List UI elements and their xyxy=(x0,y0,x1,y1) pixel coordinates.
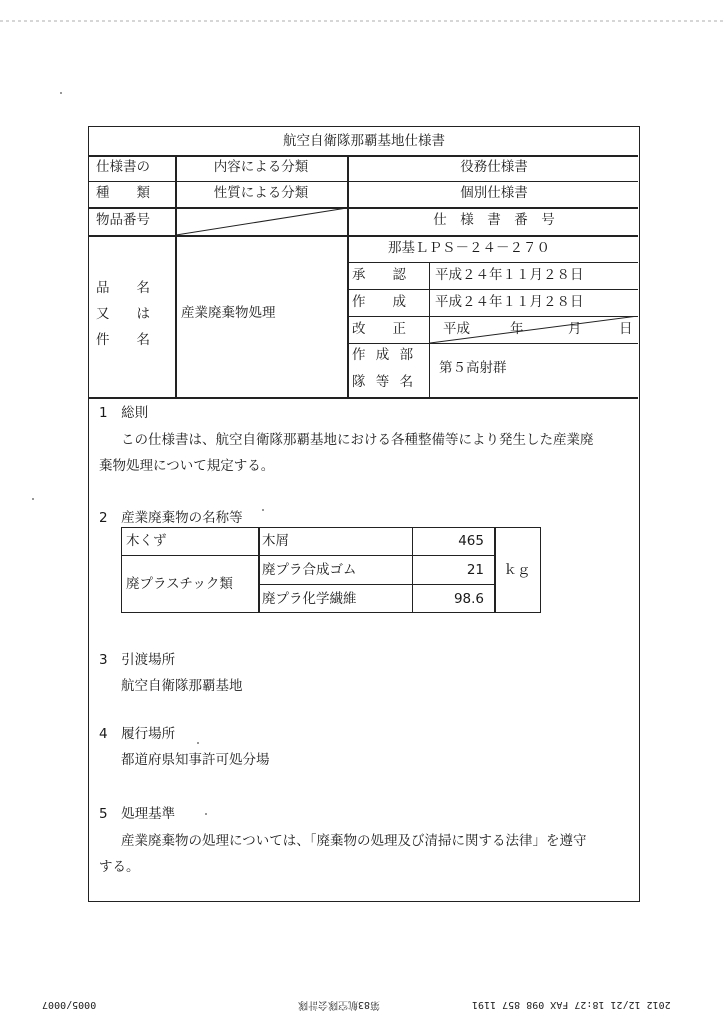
rule xyxy=(89,207,638,209)
rule xyxy=(258,584,494,585)
dept-label: 作 成 部 xyxy=(352,347,417,363)
waste-item: 廃プラ化学繊維 xyxy=(262,591,357,607)
section-2-title: 2 産業廃棄物の名称等 xyxy=(99,510,243,526)
rule xyxy=(89,155,638,157)
waste-category: 木くず xyxy=(126,533,167,549)
scan-speck xyxy=(262,509,264,511)
waste-amount: 98.6 xyxy=(453,591,484,607)
waste-unit: ｋｇ xyxy=(503,562,531,578)
section-4-body: 都道府県知事許可処分場 xyxy=(121,752,270,768)
waste-amount: 465 xyxy=(458,533,484,549)
rule xyxy=(347,262,638,263)
waste-amount: 21 xyxy=(466,562,484,578)
revised-date: 年 xyxy=(510,321,524,337)
spec-number-label: 仕 様 書 番 号 xyxy=(433,212,555,228)
dept-label: 隊 等 名 xyxy=(352,374,417,390)
item-number-label: 物品番号 xyxy=(96,212,150,228)
revised-date: 日 xyxy=(619,321,633,337)
content-class-label: 内容による分類 xyxy=(213,159,309,175)
section-5-body: する。 xyxy=(99,859,140,875)
scan-speck xyxy=(197,742,199,744)
waste-item: 木屑 xyxy=(262,533,289,549)
rule xyxy=(89,397,638,399)
created-date: 平成２４年１１月２８日 xyxy=(435,294,584,310)
section-3-body: 航空自衛隊那覇基地 xyxy=(121,678,243,694)
spec-type-label: 仕様書の xyxy=(96,159,150,175)
nature-class-value: 個別仕様書 xyxy=(460,185,528,201)
approval-date: 平成２４年１１月２８日 xyxy=(435,267,584,283)
rule xyxy=(89,235,638,237)
item-name-label: 件 名 xyxy=(96,332,150,348)
section-1-body: この仕様書は、航空自衛隊那覇基地における各種整備等により発生した産業廃 xyxy=(121,432,594,448)
item-name-value: 産業廃棄物処理 xyxy=(181,305,276,321)
content-class-value: 役務仕様書 xyxy=(460,159,528,175)
section-1-title: 1 総則 xyxy=(99,405,149,421)
scan-edge xyxy=(0,20,724,22)
fax-header: 2012 12/21 18:27 FAX 098 857 1191 xyxy=(472,999,671,1010)
revised-date: 月 xyxy=(568,321,582,337)
section-3-title: 3 引渡場所 xyxy=(99,652,176,668)
document-title: 航空自衛隊那覇基地仕様書 xyxy=(283,133,445,149)
rule xyxy=(89,181,638,182)
section-4-title: 4 履行場所 xyxy=(99,726,176,742)
scan-speck xyxy=(60,92,62,94)
waste-item: 廃プラ合成ゴム xyxy=(262,562,357,578)
section-5-body: 産業廃棄物の処理については、「廃棄物の処理及び清掃に関する法律」を遵守 xyxy=(121,833,587,849)
revised-label: 改 正 xyxy=(352,321,406,337)
blank-cell-diagonal xyxy=(176,208,347,235)
fax-sender: 第83航空隊会計隊 xyxy=(298,999,381,1010)
scan-speck xyxy=(32,498,34,500)
nature-class-label: 性質による分類 xyxy=(213,185,309,201)
scan-speck xyxy=(205,813,207,815)
approval-label: 承 認 xyxy=(352,267,406,283)
rule xyxy=(258,528,260,612)
rule xyxy=(347,289,638,290)
rule xyxy=(347,343,638,344)
created-label: 作 成 xyxy=(352,294,406,310)
section-1-body: 棄物処理について規定する。 xyxy=(99,458,275,474)
item-name-label: 品 名 xyxy=(96,280,150,296)
section-5-title: 5 処理基準 xyxy=(99,806,176,822)
spec-number-value: 那基ＬＰＳ－２４－２７０ xyxy=(388,240,550,256)
dept-value: 第５高射群 xyxy=(439,360,507,376)
waste-category: 廃プラスチック類 xyxy=(126,576,233,592)
rule xyxy=(122,555,494,556)
fax-page-number: 0005/0007 xyxy=(42,999,97,1010)
item-name-label: 又 は xyxy=(96,306,150,322)
spec-type-label: 種 類 xyxy=(96,185,150,201)
revised-date: 平成 xyxy=(443,321,470,337)
